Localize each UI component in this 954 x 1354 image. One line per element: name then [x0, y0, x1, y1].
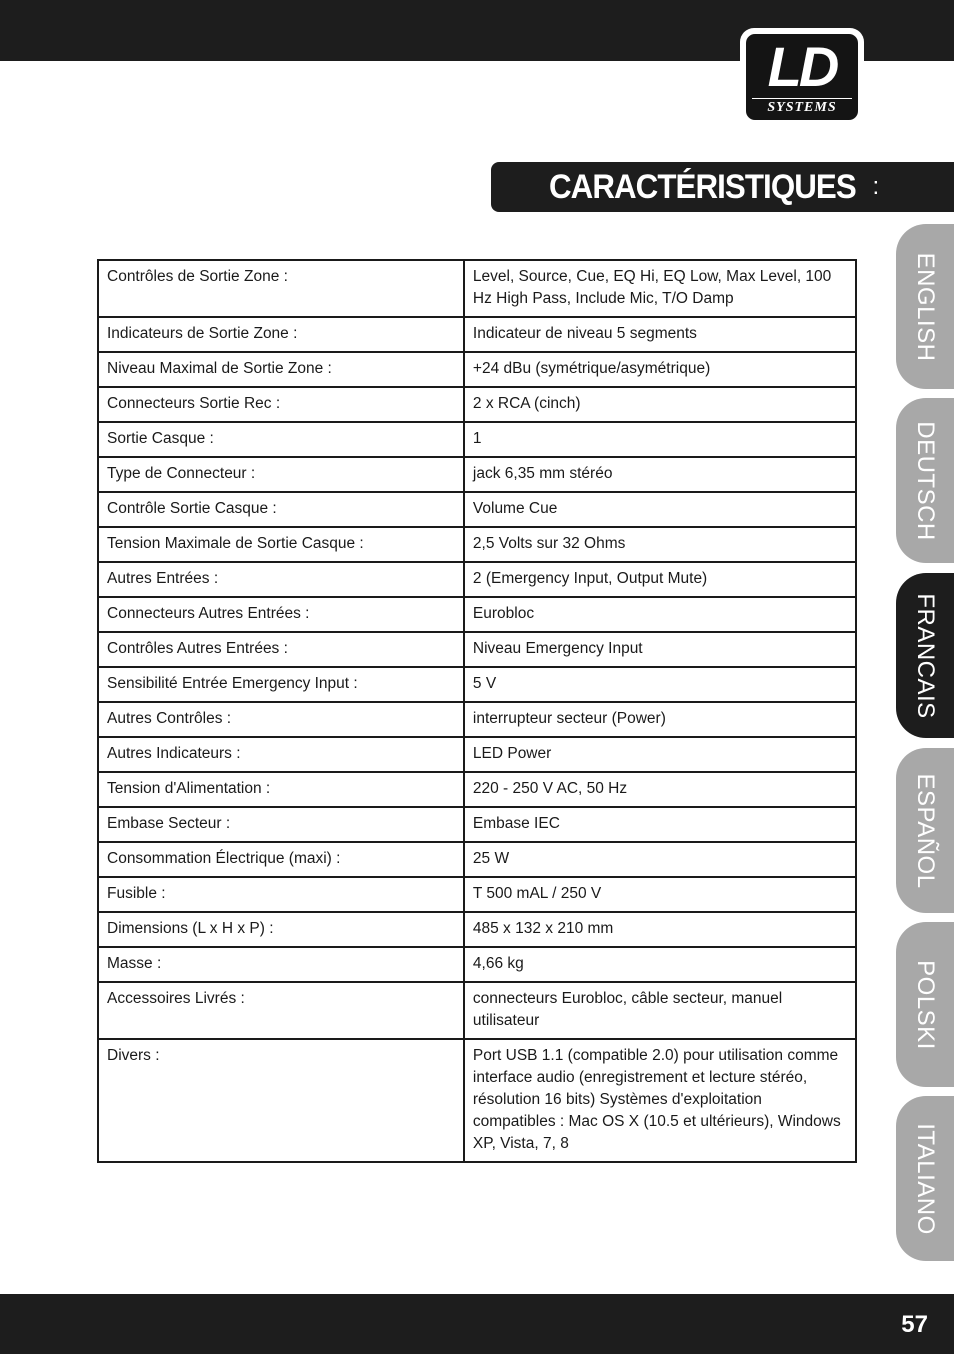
spec-label: Autres Entrées : — [98, 562, 464, 597]
spec-value: 1 — [464, 422, 856, 457]
spec-label: Connecteurs Sortie Rec : — [98, 387, 464, 422]
language-tab-deutsch[interactable] — [896, 398, 954, 563]
spec-value: LED Power — [464, 737, 856, 772]
spec-label: Sortie Casque : — [98, 422, 464, 457]
spec-row — [98, 667, 856, 702]
spec-row — [98, 807, 856, 842]
spec-row — [98, 877, 856, 912]
spec-row — [98, 982, 856, 1039]
spec-row — [98, 527, 856, 562]
page-title: CARACTÉRISTIQUES — [549, 167, 856, 206]
language-tab-label: ITALIANO — [912, 1122, 939, 1235]
spec-label: Masse : — [98, 947, 464, 982]
spec-row — [98, 387, 856, 422]
language-tab-polski[interactable] — [896, 922, 954, 1087]
spec-row — [98, 1039, 856, 1162]
spec-value: +24 dBu (symétrique/asymétrique) — [464, 352, 856, 387]
spec-label: Contrôles de Sortie Zone : — [98, 260, 464, 317]
spec-value: 2,5 Volts sur 32 Ohms — [464, 527, 856, 562]
spec-label: Type de Connecteur : — [98, 457, 464, 492]
logo-badge — [744, 32, 860, 122]
spec-row — [98, 772, 856, 807]
spec-value: Niveau Emergency Input — [464, 632, 856, 667]
spec-row — [98, 737, 856, 772]
spec-value: 2 (Emergency Input, Output Mute) — [464, 562, 856, 597]
spec-label: Tension d'Alimentation : — [98, 772, 464, 807]
language-tab-espaol[interactable] — [896, 748, 954, 913]
bottom-bar — [0, 1294, 954, 1354]
spec-value: jack 6,35 mm stéréo — [464, 457, 856, 492]
spec-value: interrupteur secteur (Power) — [464, 702, 856, 737]
spec-value: connecteurs Eurobloc, câble secteur, manuel utilisateur — [464, 982, 856, 1039]
spec-row — [98, 947, 856, 982]
language-tab-label: POLSKI — [912, 959, 939, 1050]
spec-row — [98, 912, 856, 947]
spec-row — [98, 632, 856, 667]
spec-label: Niveau Maximal de Sortie Zone : — [98, 352, 464, 387]
spec-value: 2 x RCA (cinch) — [464, 387, 856, 422]
spec-label: Contrôles Autres Entrées : — [98, 632, 464, 667]
spec-value: Volume Cue — [464, 492, 856, 527]
spec-row — [98, 702, 856, 737]
spec-row — [98, 597, 856, 632]
spec-row — [98, 457, 856, 492]
spec-value: T 500 mAL / 250 V — [464, 877, 856, 912]
ld-systems-logo — [740, 28, 864, 126]
spec-value: 4,66 kg — [464, 947, 856, 982]
language-tab-label: FRANCAIS — [912, 592, 939, 719]
spec-row — [98, 562, 856, 597]
spec-value: 220 - 250 V AC, 50 Hz — [464, 772, 856, 807]
spec-row — [98, 842, 856, 877]
spec-label: Fusible : — [98, 877, 464, 912]
spec-label: Consommation Électrique (maxi) : — [98, 842, 464, 877]
language-tab-english[interactable] — [896, 224, 954, 389]
spec-label: Connecteurs Autres Entrées : — [98, 597, 464, 632]
page-number: 57 — [901, 1311, 928, 1338]
title-colon: : — [872, 173, 880, 200]
spec-label: Tension Maximale de Sortie Casque : — [98, 527, 464, 562]
spec-value: Indicateur de niveau 5 segments — [464, 317, 856, 352]
section-title-bar — [491, 162, 954, 212]
spec-value: 5 V — [464, 667, 856, 702]
spec-label: Indicateurs de Sortie Zone : — [98, 317, 464, 352]
language-tab-francais[interactable] — [896, 573, 954, 738]
spec-label: Sensibilité Entrée Emergency Input : — [98, 667, 464, 702]
spec-label: Divers : — [98, 1039, 464, 1162]
specifications-body — [98, 260, 856, 1162]
spec-row — [98, 422, 856, 457]
spec-value: Level, Source, Cue, EQ Hi, EQ Low, Max Level, 100 Hz High Pass, Include Mic, T/O Damp — [464, 260, 856, 317]
spec-value: Embase IEC — [464, 807, 856, 842]
language-tab-label: DEUTSCH — [912, 420, 939, 541]
spec-label: Embase Secteur : — [98, 807, 464, 842]
spec-label: Accessoires Livrés : — [98, 982, 464, 1039]
spec-label: Dimensions (L x H x P) : — [98, 912, 464, 947]
spec-label: Autres Indicateurs : — [98, 737, 464, 772]
spec-row — [98, 317, 856, 352]
specifications-table — [97, 259, 857, 1163]
spec-label: Contrôle Sortie Casque : — [98, 492, 464, 527]
language-tab-label: ENGLISH — [912, 252, 939, 361]
spec-label: Autres Contrôles : — [98, 702, 464, 737]
spec-value: 25 W — [464, 842, 856, 877]
spec-row — [98, 492, 856, 527]
logo-mark: LD — [767, 35, 837, 98]
logo-subtitle: SYSTEMS — [752, 98, 852, 116]
spec-row — [98, 352, 856, 387]
spec-value: 485 x 132 x 210 mm — [464, 912, 856, 947]
spec-row — [98, 260, 856, 317]
spec-value: Port USB 1.1 (compatible 2.0) pour utilisation comme interface audio (enregistrement et lecture stéréo, résolution 16 bits) Systèmes d'exploitation compatibles : Mac OS X (10.5 et ultérieurs), Windows XP, Vista, 7, 8 — [464, 1039, 856, 1162]
language-tab-label: ESPAÑOL — [912, 772, 939, 889]
spec-value: Eurobloc — [464, 597, 856, 632]
language-tab-italiano[interactable] — [896, 1096, 954, 1261]
